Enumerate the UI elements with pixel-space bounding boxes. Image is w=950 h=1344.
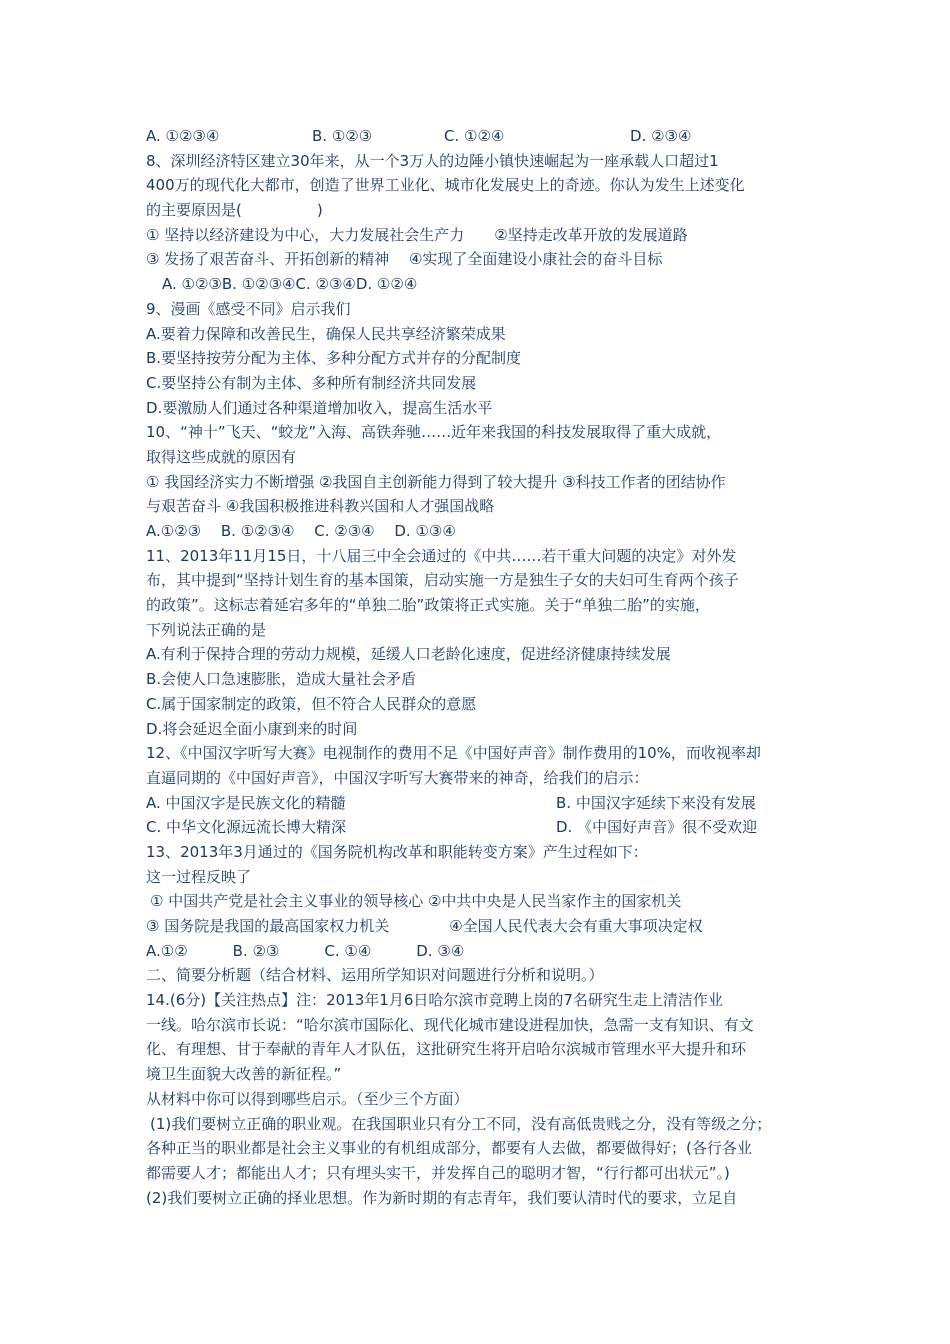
q12-options-cd xyxy=(146,815,816,840)
text-line: 下列说法正确的是 xyxy=(146,620,267,639)
q13-options: A.①② B. ②③ C. ①④ D. ③④ xyxy=(146,941,465,960)
text-line: 这一过程反映了 xyxy=(146,867,252,886)
text-line: 14.(6分)【关注热点】注：2013年1月6日哈尔滨市竞聘上岗的7名研究生走上清洁作业 xyxy=(146,991,723,1010)
text-line: ③ 国务院是我国的最高国家权力机关 ④全国人民代表大会有重大事项决定权 xyxy=(146,917,703,935)
text-line: 从材料中你可以得到哪些启示。（至少三个方面） xyxy=(146,1089,469,1108)
text-line: (2)我们要树立正确的择业思想。作为新时期的有志青年，我们要认清时代的要求，立足自 xyxy=(146,1188,738,1207)
text-line: 一线。哈尔滨市长说：“哈尔滨市国际化、现代化城市建设进程加快，急需一支有知识、有文 xyxy=(146,1015,754,1034)
option-b: B. ①②③ xyxy=(312,127,373,145)
text-line: 11、2013年11月15日，十八届三中全会通过的《中共……若干重大问题的决定》对外发 xyxy=(146,546,737,565)
text-line: 13、2013年3月通过的《国务院机构改革和职能转变方案》产生过程如下： xyxy=(146,842,648,861)
text-line: ① 中国共产党是社会主义事业的领导核心 ②中共中央是人民当家作主的国家机关 xyxy=(150,892,682,911)
text-line: 与艰苦奋斗 ④我国积极推进科教兴国和人才强国战略 xyxy=(146,497,495,516)
option-c: C. 中华文化源远流长博大精深 xyxy=(146,818,347,837)
text-line: 400万的现代化大都市，创造了世界工业化、城市化发展史上的奇迹。你认为发生上述变化 xyxy=(146,176,745,195)
section-heading: 二、简要分析题（结合材料、运用所学知识对问题进行分析和说明。） xyxy=(146,966,604,985)
text-line: ① 坚持以经济建设为中心，大力发展社会生产力 ②坚持走改革开放的发展道路 xyxy=(146,225,688,244)
text-line: A.要着力保障和改善民生，确保人民共享经济繁荣成果 xyxy=(146,324,506,343)
text-line: 8、深圳经济特区建立30年来，从一个3万人的边陲小镇快速崛起为一座承载人口超过1 xyxy=(146,151,719,170)
text-line: C.要坚持公有制为主体、多种所有制经济共同发展 xyxy=(146,373,477,392)
option-c: C. ①②④ xyxy=(444,127,505,145)
text-line: 取得这些成就的原因有 xyxy=(146,447,297,466)
document-page xyxy=(146,124,816,1210)
option-a: A. ①②③④ xyxy=(146,127,220,145)
text-line: (1)我们要树立正确的职业观。在我国职业只有分工不同，没有高低贵贱之分，没有等级之分； xyxy=(150,1114,772,1133)
q12-options-ab xyxy=(146,791,816,816)
text-line: 各种正当的职业都是社会主义事业的有机组成部分，都要有人去做，都要做得好；(各行各业 xyxy=(146,1139,752,1158)
text-line: 9、漫画《感受不同》启示我们 xyxy=(146,299,351,318)
text-line: 12、《中国汉字听写大赛》电视制作的费用不足《中国好声音》制作费用的10%，而收视率却 xyxy=(146,744,761,763)
text-line: ① 我国经济实力不断增强 ②我国自主创新能力得到了较大提升 ③科技工作者的团结协作 xyxy=(146,472,726,491)
text-line: 的主要原因是( ) xyxy=(146,201,323,220)
text-line: D.要激励人们通过各种渠道增加收入，提高生活水平 xyxy=(146,398,493,417)
text-line: 布，其中提到“坚持计划生育的基本国策，启动实施一方是独生子女的夫妇可生育两个孩子 xyxy=(146,571,739,590)
text-line: C.属于国家制定的政策，但不符合人民群众的意愿 xyxy=(146,694,477,713)
text-line: 的政策”。这标志着延宕多年的“单独二胎”政策将正式实施。关于“单独二胎”的实施， xyxy=(146,596,710,615)
text-line: A.有利于保持合理的劳动力规模，延缓人口老龄化速度，促进经济健康持续发展 xyxy=(146,645,671,664)
q7-options xyxy=(146,124,816,149)
option-a: A. 中国汉字是民族文化的精髓 xyxy=(146,793,346,812)
text-line: 直逼同期的《中国好声音》，中国汉字听写大赛带来的神奇，给我们的启示： xyxy=(146,768,649,787)
text-line: B.会使人口急速膨胀，造成大量社会矛盾 xyxy=(146,670,417,689)
option-b: B. 中国汉字延续下来没有发展 xyxy=(556,793,756,812)
text-line: 化、有理想、甘于奉献的青年人才队伍，这批研究生将开启哈尔滨城市管理水平大提升和环 xyxy=(146,1040,747,1059)
text-line: 都需要人才；都能出人才；只有埋头实干，并发挥自己的聪明才智，“行行都可出状元”。) xyxy=(146,1163,730,1182)
option-d: D. 《中国好声音》很不受欢迎 xyxy=(556,818,758,837)
q10-options: A.①②③ B. ①②③④ C. ②③④ D. ①③④ xyxy=(146,522,456,540)
text-line: ③ 发扬了艰苦奋斗、开拓创新的精神 ④实现了全面建设小康社会的奋斗目标 xyxy=(146,250,663,269)
option-d: D. ②③④ xyxy=(630,127,692,145)
q8-options: A. ①②③B. ①②③④C. ②③④D. ①②④ xyxy=(162,275,418,294)
text-line: 10、“神十”飞天、“蛟龙”入海、高铁奔驰……近年来我国的科技发展取得了重大成就， xyxy=(146,423,722,442)
text-line: D.将会延迟全面小康到来的时间 xyxy=(146,719,358,738)
text-line: B.要坚持按劳分配为主体、多种分配方式并存的分配制度 xyxy=(146,349,522,368)
text-line: 境卫生面貌大改善的新征程。” xyxy=(146,1065,342,1084)
